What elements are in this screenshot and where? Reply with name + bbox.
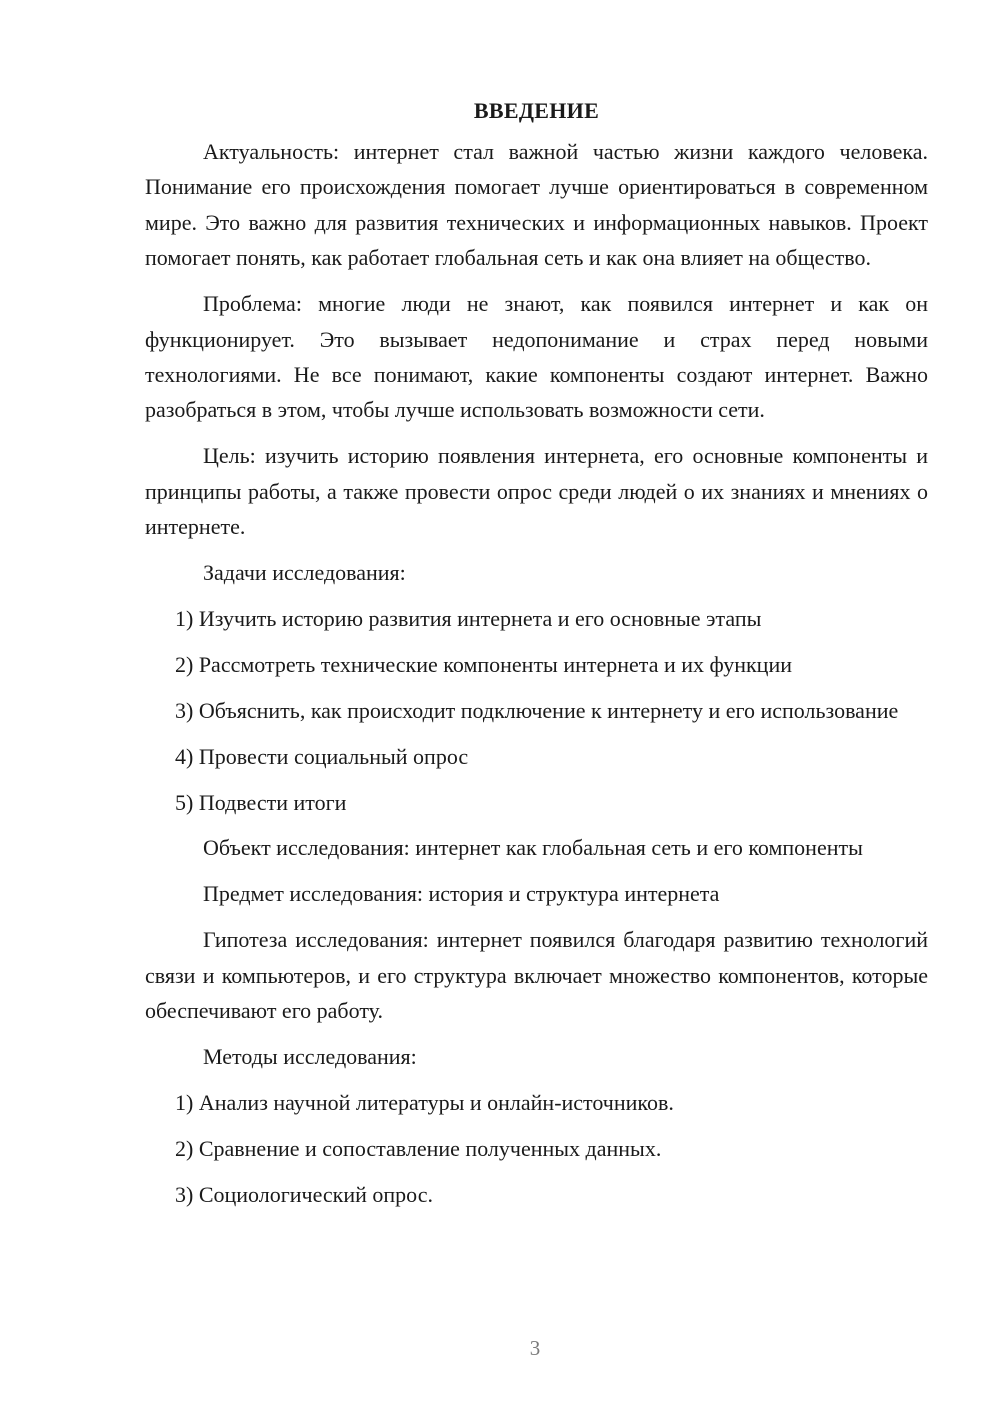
hypothesis-paragraph: Гипотеза исследования: интернет появился благодаря развитию технологий связи и компьютеров, и его структура включает множество компонентов, которые обеспечивают его работу.	[145, 927, 928, 1024]
problem-paragraph: Проблема: многие люди не знают, как появился интернет и как он функционирует. Это вызывает недопонимание и страх перед новыми технологиями. Не все понимают, какие компоненты создают интернет. Важно разобраться в этом, чтобы лучше использовать возможности сети.	[145, 291, 928, 423]
list-item: 3) Объяснить, как происходит подключение к интернету и его использование	[175, 697, 899, 723]
section-title: ВВЕДЕНИЕ	[473, 98, 600, 123]
tasks-heading: Задачи исследования:	[203, 559, 406, 585]
goal-paragraph: Цель: изучить историю появления интернета, его основные компоненты и принципы работы, а также провести опрос среди людей о их знаниях и мнениях о интернете.	[145, 443, 928, 540]
list-item: 2) Рассмотреть технические компоненты интернета и их функции	[175, 651, 792, 677]
object-paragraph: Объект исследования: интернет как глобальная сеть и его компоненты	[203, 835, 863, 861]
subject-paragraph: Предмет исследования: история и структура интернета	[203, 881, 720, 907]
list-item: 1) Изучить историю развития интернета и его основные этапы	[175, 605, 762, 631]
list-item: 5) Подвести итоги	[175, 789, 347, 815]
relevance-paragraph: Актуальность: интернет стал важной частью жизни каждого человека. Понимание его происхождения помогает лучше ориентироваться в современном мире. Это важно для развития технических и информационных навыков. Проект помогает понять, как работает глобальная сеть и как она влияет на общество.	[145, 139, 928, 271]
page-number: 3	[529, 1336, 541, 1360]
tasks-list	[145, 601, 928, 820]
list-item: 4) Провести социальный опрос	[175, 743, 469, 769]
document-body	[145, 88, 928, 1223]
list-item: 2) Сравнение и сопоставление полученных данных.	[175, 1135, 662, 1161]
methods-list	[145, 1085, 928, 1212]
list-item: 3) Социологический опрос.	[175, 1181, 433, 1207]
methods-heading: Методы исследования:	[203, 1043, 417, 1069]
list-item: 1) Анализ научной литературы и онлайн-источников.	[175, 1089, 674, 1115]
